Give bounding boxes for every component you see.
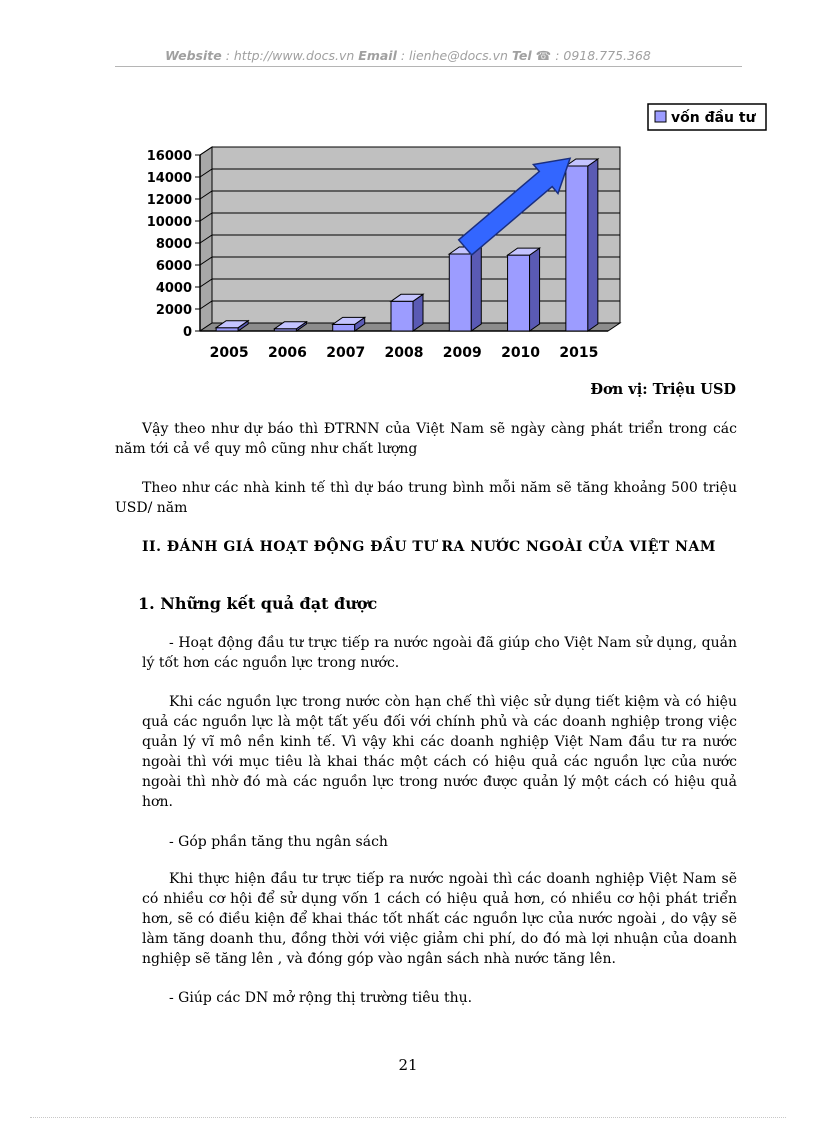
bar-side [588, 159, 598, 331]
x-tick-label: 2015 [559, 345, 599, 361]
bar-front [449, 254, 471, 331]
bar [449, 247, 481, 331]
website-label: Website [165, 48, 222, 63]
paragraph-growth: Theo như các nhà kinh tế thì dự báo trung bình mỗi năm sẽ tăng khoảng 500 triệu USD/ năm [115, 480, 737, 516]
bar [508, 248, 540, 331]
bar [566, 159, 598, 331]
section-heading: II. ĐÁNH GIÁ HOẠT ĐỘNG ĐẦU TƯ RA NƯỚC NGOÀI CỦA VIỆT NAM [142, 539, 716, 555]
sub-heading: 1. Những kết quả đạt được [138, 594, 378, 613]
tel-label: Tel [511, 48, 532, 63]
x-tick-label: 2008 [384, 345, 424, 361]
y-tick-label: 6000 [155, 259, 192, 274]
y-tick-label: 8000 [155, 237, 192, 252]
bar-side [530, 248, 540, 331]
bar-front [391, 301, 413, 331]
y-tick-label: 2000 [155, 303, 192, 318]
bar-side [471, 247, 481, 331]
legend-label: vốn đầu tư [671, 110, 756, 126]
phone-icon: ☎ [535, 48, 552, 63]
y-tick-label: 10000 [146, 215, 192, 230]
bar-front [508, 255, 530, 331]
email-label: Email [358, 48, 397, 63]
paragraph-budget: - Góp phần tăng thu ngân sách [169, 834, 388, 850]
chart-canvas [130, 100, 770, 365]
x-tick-label: 2010 [501, 345, 541, 361]
y-tick-label: 16000 [146, 149, 192, 164]
email-value: : lienhe@docs.vn [400, 48, 508, 63]
x-tick-label: 2006 [267, 345, 307, 361]
footer-rule [30, 1117, 786, 1118]
bar [391, 294, 423, 331]
paragraph-revenue: Khi thực hiện đầu tư trực tiếp ra nước ngoài thì các doanh nghiệp Việt Nam sẽ có nhiều cơ hội để sử dụng vốn 1 cách có hiệu quả hơn, có nhiều cơ hội phát triển hơn, sẽ có điều kiện để khai thác tốt nhất các nguồn lực của nước ngoài , do vậy sẽ làm tăng doanh thu, đồng thời với việc giảm chi phí, do đó mà lợi nhuận của doanh nghiệp sẽ tăng lên , và đóng góp vào ngân sách nhà nước tăng lên. [142, 871, 737, 967]
tel-value: : 0918.775.368 [555, 48, 651, 63]
header-rule [115, 66, 742, 67]
bar-front [333, 324, 355, 331]
paragraph-resource-management: - Hoạt động đầu tư trực tiếp ra nước ngoài đã giúp cho Việt Nam sử dụng, quản lý tốt hơn các nguồn lực trong nước. [142, 635, 737, 671]
paragraph-forecast: Vậy theo như dự báo thì ĐTRNN của Việt Nam sẽ ngày càng phát triển trong các năm tới cả về quy mô cũng như chất lượng [115, 421, 737, 457]
x-tick-label: 2007 [326, 345, 366, 361]
unit-note: Đơn vị: Triệu USD [590, 381, 736, 398]
website-value: : http://www.docs.vn [225, 48, 355, 63]
y-tick-label: 4000 [155, 281, 192, 296]
y-tick-label: 0 [182, 325, 192, 340]
x-tick-label: 2009 [442, 345, 482, 361]
y-tick-label: 12000 [146, 193, 192, 208]
paragraph-market: - Giúp các DN mở rộng thị trường tiêu thụ. [169, 990, 473, 1006]
paragraph-resource-efficiency: Khi các nguồn lực trong nước còn hạn chế thì việc sử dụng tiết kiệm và có hiệu quả các nguồn lực là một tất yếu đối với chính phủ và các doanh nghiệp trong việc quản lý vĩ mô nền kinh tế. Vì vậy khi các doanh nghiệp Việt Nam đầu tư ra nước ngoài thì với mục tiêu là khai thác một cách có hiệu quả các nguồn lực của nước ngoài thì nhờ đó mà các nguồn lực trong nước được quản lý một cách có hiệu quả hơn. [142, 694, 737, 810]
y-tick-label: 14000 [146, 171, 192, 186]
page-header [0, 48, 816, 63]
bar-front [566, 166, 588, 331]
x-tick-label: 2005 [209, 345, 249, 361]
investment-chart [130, 100, 770, 365]
page-number: 21 [398, 1056, 418, 1074]
legend-swatch [655, 111, 666, 122]
